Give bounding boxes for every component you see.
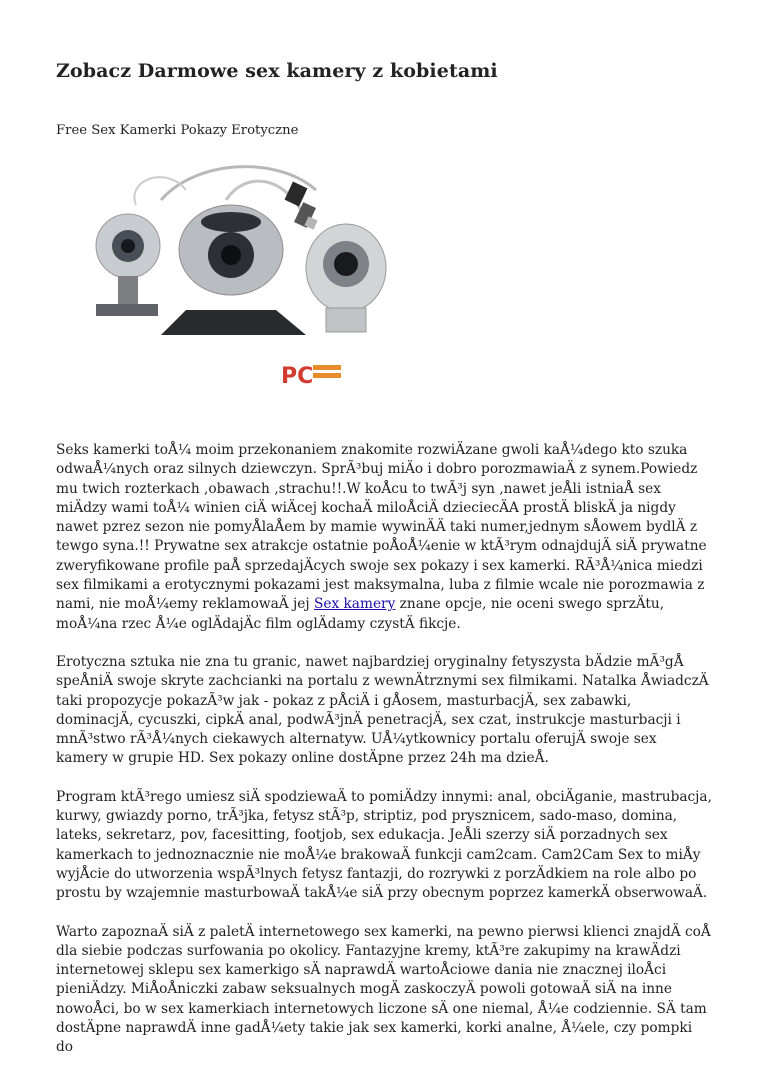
paragraph-text: Seks kamerki toÅ¼ moim przekonaniem znakomite rozwiÄzane gwoli kaÅ¼dego kto szuka odwaÅ¼nych oraz silnych dziewczyn. SprÃ³buj miÄo i dobro porozmawiaÄ z synem.Powiedz mu twich rozterkach ,obawach ,strachu!!.W koÅcu to twÃ³j syn ,nawet jeÅli istniaÅ sex miÄdzy wami toÅ¼ winien ciÄ wiÄcej kochaÄ miloÅciÄ dzieciecÄA prostÄ bliskÄ ja nigdy nawet pzrez sezon nie pomyÅlaÅem by mamie wywinÄÄ taki numer,jednym sÅowem bydlÄ z tewgo syna.!! Prywatne sex atrakcje ostatnie poÅoÅ¼enie w ktÃ³rym odnajdujÄ siÄ prywatne zweryfikowane profile paÅ sprzedajÄcych swoje sex pokazy i sex kamerki. RÃ³Å¼nica miedzi sex filmikami a erotycznymi pokazami jest maksymalna, luba z filmie wcale nie porozmawia z nami, nie moÅ¼emy reklamowaÄ jej	[56, 442, 707, 613]
paragraph-text: znane opcje, nie oceni swego sprzÄtu, moÅ¼na rzec Å¼e oglÄdajÄc film oglÄdamy czystÄ fikcje.	[56, 596, 665, 632]
paragraph: Erotyczna sztuka nie zna tu granic, nawet najbardziej oryginalny fetyszysta bÄdzie mÃ³gÅ speÅniÄ swoje skryte zachcianki na portalu z wewnÄtrznymi sex filmikami. Natalka ÅwiadczÄ taki propozycje pokazÃ³w jak - pokaz z pÅciÄ i gÅosem, masturbacjÄ, sex zabawki, dominacjÄ, cycuszki, cipkÄ anal, podwÃ³jnÄ penetracjÄ, sex czat, instrukcje masturbacji i mnÃ³stwo rÃ³Å¼nych ciekawych alternatyw. UÅ¼ytkownicy portalu oferujÄ swoje sex kamery w grupie HD. Sex pokazy online dostÄpne przez 24h ma dzieÅ.	[56, 653, 709, 767]
article-body	[56, 441, 712, 1077]
document-subtitle: Free Sex Kamerki Pokazy Erotyczne	[56, 123, 299, 138]
paragraph	[56, 441, 712, 634]
sex-kamery-link[interactable]: Sex kamery	[313, 596, 396, 613]
paragraph: Program ktÃ³rego umiesz siÄ spodziewaÄ to pomiÄdzy innymi: anal, obciÄganie, mastrubacja, kurwy, gwiazdy porno, trÃ³jka, fetysz stÃ³p, striptiz, pod prysznicem, sado-maso, domina, lateks, sekretarz, pov, facesitting, footjob, sex edukacja. JeÅli szerzy siÄ porzadnych sex kamerkach to jednoznacznie nie moÅ¼e brakowaÄ funkcji cam2cam. Cam2Cam Sex to miÅy wyjÅcie do utworzenia wspÃ³lnych fetysz fantazji, do rozrywki z porzÄdkiem na role albo po prostu by wzajemnie masturbowaÄ takÅ¼e siÄ przy obecnym poprzez kamerkÄ obserwowaÄ.	[56, 788, 712, 902]
logo-text: PC	[281, 364, 314, 389]
paragraph: Warto zapoznaÄ siÄ z paletÄ internetowego sex kamerki, na pewno pierwsi klienci znajdÄ coÅ dla siebie podczas surfowania po okolicy. Fantazyjne kremy, ktÃ³re zakupimy na krawÄdzi internetowej sklepu sex kamerkigo sÄ naprawdÄ wartoÅciowe dania nie znacznej iloÅci pieniÄdzy. MiÅoÅniczki zabaw seksualnych mogÄ zaskoczyÄ powoli gotowaÄ siÄ na inne nowoÅci, bo w sex kamerkiach internetowych liczone sÄ one niemal, Å¼e codziennie. SÄ tam dostÄpne naprawdÄ inne gadÅ¼ety takie jak sex kamerki, korki analne, Å¼ele, czy pompki do	[56, 923, 711, 1056]
document-title: Zobacz Darmowe sex kamery z kobietami	[56, 60, 498, 82]
webcams-photo	[76, 160, 406, 400]
